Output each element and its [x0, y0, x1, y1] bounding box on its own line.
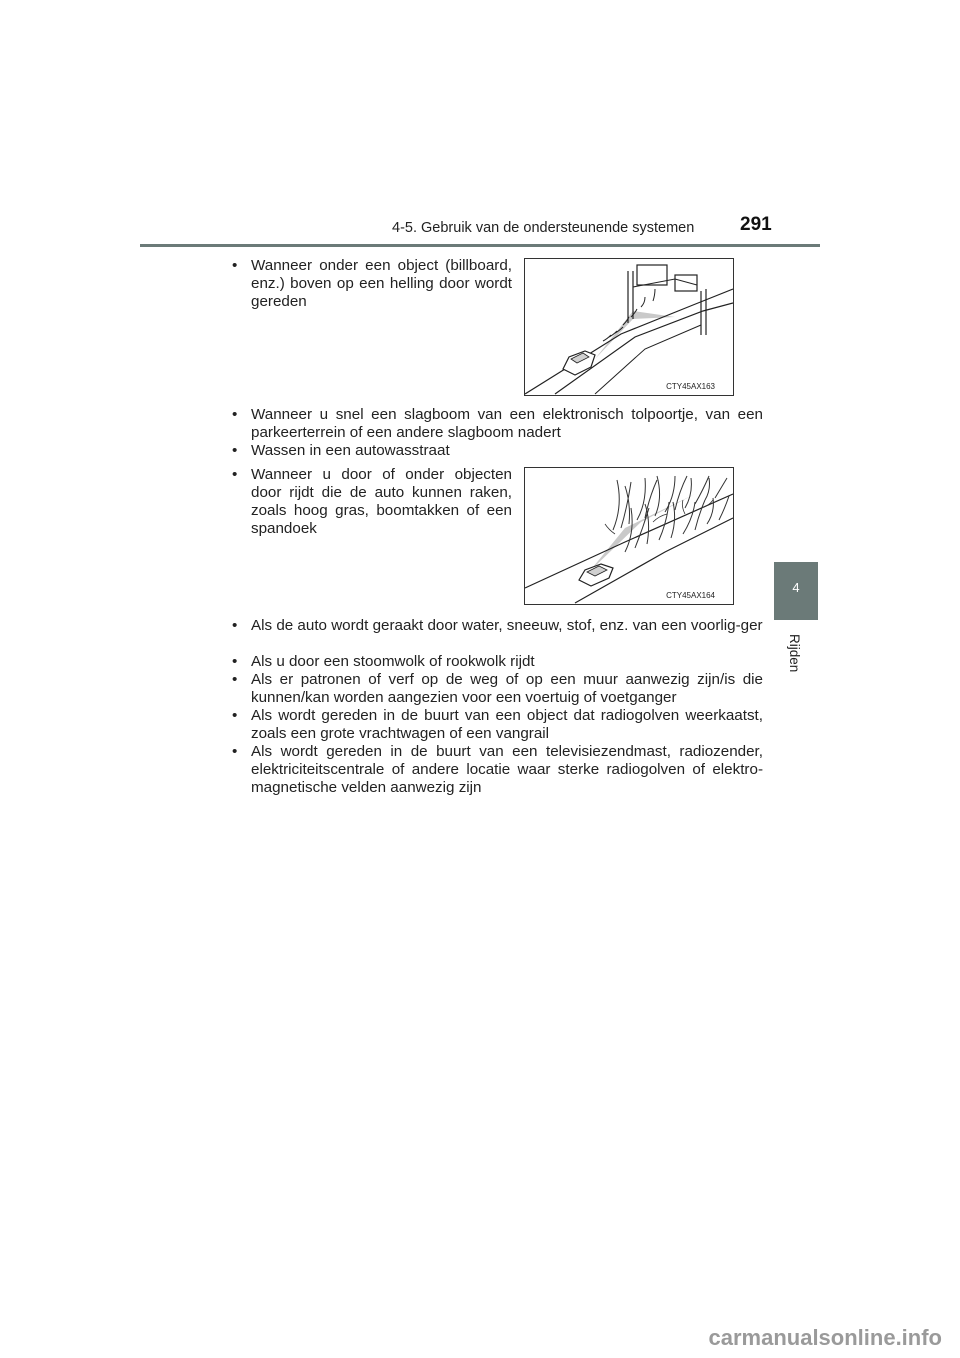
figure-code: CTY45AX164 — [666, 591, 715, 600]
list-item — [232, 707, 763, 743]
list-item-text: Wanneer u snel een slagboom van een elektronisch tolpoortje, van een parkeerterrein of een andere slagboom nadert — [251, 406, 763, 441]
header-rule — [140, 244, 820, 247]
list-item-text: Als u door een stoomwolk of rookwolk rijdt — [251, 653, 535, 670]
bullet-marker: • — [232, 257, 238, 274]
list-item — [232, 671, 763, 707]
list-item — [232, 617, 763, 635]
figure-billboard-slope — [524, 258, 734, 396]
list-item-text: Als de auto wordt geraakt door water, sneeuw, stof, enz. van een voorlig-ger — [251, 617, 763, 634]
bullet-marker: • — [232, 653, 238, 670]
figure-tall-grass — [524, 467, 734, 605]
list-item-text: Als wordt gereden in de buurt van een object dat radiogolven weerkaatst, zoals een grote vrachtwagen of een vangrail — [251, 707, 763, 742]
chapter-tab — [774, 562, 818, 620]
list-item — [232, 466, 512, 538]
chapter-tab-number: 4 — [792, 580, 800, 595]
page-number: 291 — [740, 214, 772, 235]
list-item-text: Wassen in een autowasstraat — [251, 442, 450, 459]
list-item-text: Wanneer onder een object (billboard, enz.) boven op een helling door wordt gereden — [251, 257, 512, 310]
bullet-marker: • — [232, 707, 238, 724]
chapter-tab-label: Rijden — [787, 634, 802, 673]
bullet-marker: • — [232, 617, 238, 634]
figure-code: CTY45AX163 — [666, 382, 715, 391]
bullet-marker: • — [232, 743, 238, 760]
list-item — [232, 653, 763, 671]
watermark: carmanualsonline.info — [708, 1325, 942, 1350]
car-under-billboard-on-slope-illustration — [525, 259, 733, 395]
list-item — [232, 743, 763, 797]
list-item — [232, 257, 512, 311]
section-header: 4-5. Gebruik van de ondersteunende systemen — [392, 220, 695, 236]
list-item — [232, 406, 763, 442]
bullet-marker: • — [232, 406, 238, 423]
list-item-text: Als wordt gereden in de buurt van een televisiezendmast, radiozender, elektriciteitscentrale of andere locatie waar sterke radiogolven of elektro-magnetische velden aanwezig zijn — [251, 743, 763, 796]
bullet-marker: • — [232, 466, 238, 483]
list-item-text: Wanneer u door of onder objecten door rijdt die de auto kunnen raken, zoals hoog gras, boomtakken of een spandoek — [251, 466, 512, 537]
bullet-marker: • — [232, 671, 238, 688]
list-item — [232, 442, 763, 460]
list-item-text: Als er patronen of verf op de weg of op een muur aanwezig zijn/is die kunnen/kan worden aangezien voor een voertuig of voetganger — [251, 671, 763, 706]
car-driving-through-tall-grass-illustration — [525, 468, 733, 604]
bullet-marker: • — [232, 442, 238, 459]
